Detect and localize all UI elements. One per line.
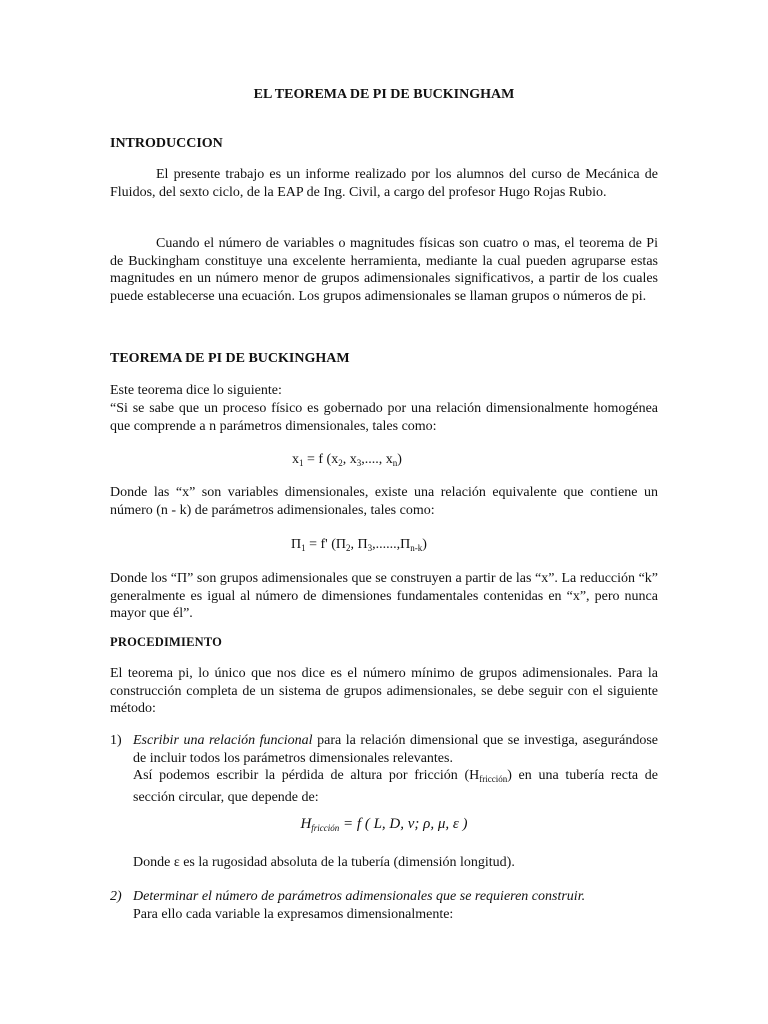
theorem-heading: TEOREMA DE PI DE BUCKINGHAM <box>110 351 350 366</box>
procedure-paragraph-1: El teorema pi, lo único que nos dice es el número mínimo de grupos adimensionales. Para la construcción completa de un sistema de grupos adimensionales, se debe seguir con el siguiente método: <box>110 666 658 716</box>
intro-heading: INTRODUCCION <box>110 136 223 151</box>
intro-paragraph-1: El presente trabajo es un informe realizado por los alumnos del curso de Mecánica de Fluidos, del sexto ciclo, de la EAP de Ing. Civil, a cargo del profesor Hugo Rojas Rubio. <box>110 167 658 200</box>
step-1-detail: Así podemos escribir la pérdida de altura por fricción $(H_{fricción})$ en una tubería recta de sección circular, que depende de: <box>133 768 658 805</box>
equation-x1: $x_1 = f$ ($x_2$, $x_3$,...., $x_n$) <box>292 452 402 468</box>
step-2-detail: Para ello cada variable la expresamos dimensionalmente: <box>133 907 454 922</box>
theorem-paragraph-3: Donde las “x” son variables dimensionales, existe una relación equivalente que contiene un número (n - k) de parámetros adimensionales, tales como: <box>110 485 658 518</box>
procedure-heading: PROCEDIMIENTO <box>110 635 223 649</box>
theorem-paragraph-4: Donde los “Π” son grupos adimensionales que se construyen a partir de las “x”. La reducción “k” generalmente es igual al número de dimensiones fundamentales contenidas en “x”, pero nunca mayor que él”. <box>110 571 658 621</box>
equation-friction: $H_{fricción} = f$ ( L, D, ν; ρ, μ, ε ) <box>300 816 468 833</box>
step-2-title: Determinar el número de parámetros adimensionales que se requieren construir. <box>133 889 586 904</box>
step-1-note: Donde ε es la rugosidad absoluta de la tubería (dimensión longitud). <box>133 855 515 870</box>
step-1-text: Escribir una relación funcional para la relación dimensional que se investiga, asegurándose de incluir todos los parámetros dimensionales relevantes. <box>133 733 658 766</box>
step-1-number: 1) <box>110 733 122 748</box>
theorem-intro-line: Este teorema dice lo siguiente: <box>110 383 282 398</box>
equation-pi1: $\Pi_1 = f'$ ($\Pi_2$, $\Pi_3,......,\Pi_{n-k}$) <box>291 537 427 553</box>
intro-paragraph-2: Cuando el número de variables o magnitudes físicas son cuatro o mas, el teorema de Pi de Buckingham constituye una excelente herramienta, mediante la cual pueden agruparse estas magnitudes en un número menor de grupos adimensionales significativos, a partir de los cuales puede establecerse una ecuación. Los grupos adimensionales se llaman grupos o números de pi. <box>110 236 658 304</box>
document-title: EL TEOREMA DE PI DE BUCKINGHAM <box>253 87 515 102</box>
step-2-number: 2) <box>110 889 122 904</box>
theorem-statement: “Si se sabe que un proceso físico es gobernado por una relación dimensionalmente homogénea que comprende a n parámetros dimensionales, tales como: <box>110 401 658 434</box>
